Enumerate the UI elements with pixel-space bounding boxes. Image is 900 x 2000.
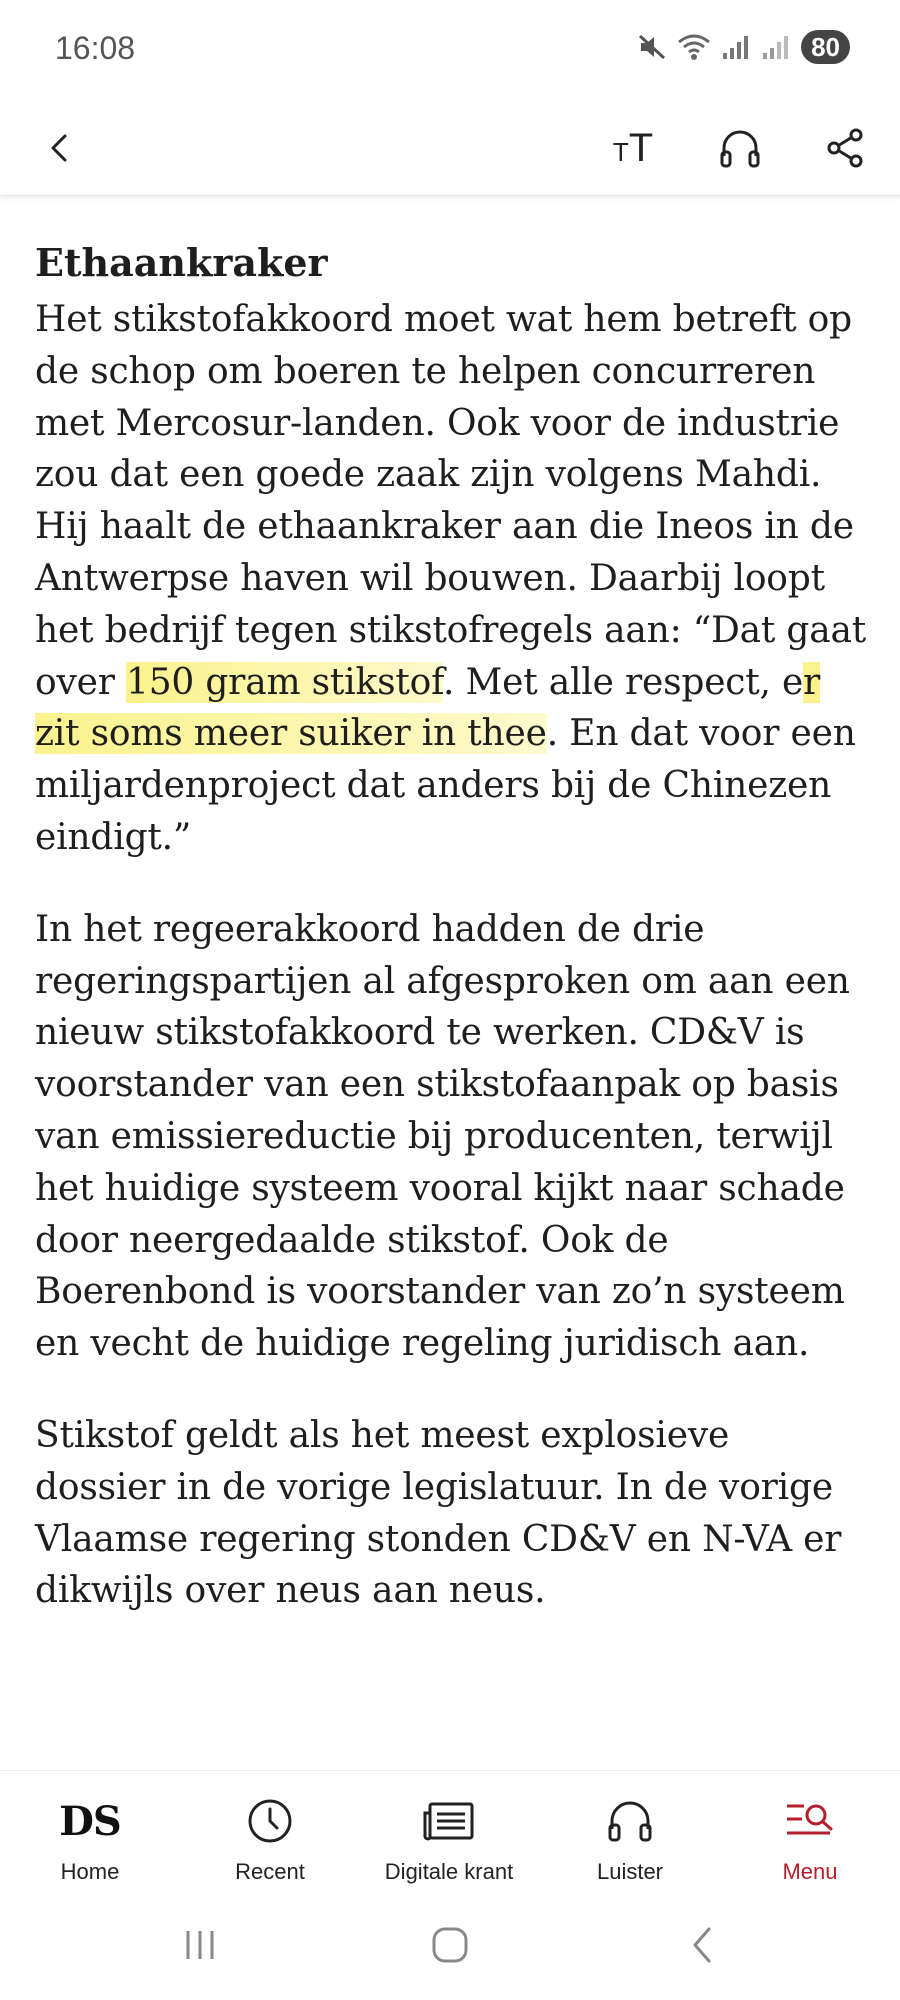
headphones-icon	[719, 128, 761, 168]
nav-label: Menu	[782, 1859, 838, 1884]
nav-digitale-krant[interactable]	[364, 1771, 534, 1896]
article-body	[35, 240, 870, 1657]
highlighted-text[interactable]: 150 gram stikstof	[125, 661, 443, 703]
recent-apps-button[interactable]	[170, 1920, 230, 1970]
status-icons	[637, 30, 850, 64]
nav-menu[interactable]	[725, 1771, 895, 1896]
highlighted-text[interactable]: r zit soms meer suiker in thee	[35, 661, 821, 755]
status-bar	[0, 0, 900, 100]
text-size-button[interactable]	[603, 118, 663, 178]
chevron-left-icon	[45, 130, 75, 166]
nav-label: Digitale krant	[384, 1859, 514, 1884]
wifi-icon	[677, 33, 711, 61]
recent-apps-icon	[182, 1927, 218, 1963]
signal-icon-2	[761, 33, 791, 61]
nav-label: Recent	[235, 1859, 305, 1884]
status-time: 16:08	[55, 30, 136, 66]
share-button[interactable]	[815, 118, 875, 178]
system-nav-bar	[0, 1895, 900, 2000]
nav-label: Home	[60, 1859, 120, 1884]
signal-icon	[721, 33, 751, 61]
nav-label: Luister	[596, 1859, 664, 1884]
article-paragraph: In het regeerakkoord hadden de drie regeringspartijen al afgesproken om aan een nieuw stikstofakkoord te werken. CD&V is voorstander van een stikstofaanpak op basis van emissiereductie bij producenten, terwijl het huidige systeem vooral kijkt naar schade door neergedaalde stikstof. Ook de Boerenbond is voorstander van zo’n systeem en vecht de huidige regeling juridisch aan.	[35, 908, 850, 1365]
nav-luister[interactable]	[545, 1771, 715, 1896]
share-icon	[825, 127, 865, 169]
system-back-button[interactable]	[672, 1920, 732, 1970]
home-icon	[430, 1925, 470, 1965]
back-icon	[687, 1925, 717, 1965]
headphones-icon	[607, 1799, 653, 1843]
ds-logo-text: DS	[59, 1797, 121, 1845]
home-button[interactable]	[420, 1920, 480, 1970]
paragraph-text: . Met alle respect, e	[442, 661, 804, 703]
newspaper-icon	[422, 1801, 476, 1841]
menu-search-icon	[784, 1801, 836, 1841]
battery-indicator: 80	[801, 30, 850, 64]
article-subhead: Ethaankraker	[35, 240, 328, 285]
listen-button[interactable]	[710, 118, 770, 178]
article-paragraph: Stikstof geldt als het meest explosieve dossier in de vorige legislatuur. In de vorige Vlaamse regering stonden CD&V en N-VA er dikwijls over neus aan neus.	[35, 1414, 842, 1612]
text-size-icon: TT	[612, 125, 654, 170]
back-button[interactable]	[30, 118, 90, 178]
article-paragraph	[35, 294, 870, 864]
nav-home[interactable]	[5, 1771, 175, 1896]
nav-recent[interactable]	[185, 1771, 355, 1896]
clock-icon	[246, 1797, 294, 1845]
bottom-nav	[0, 1770, 900, 1895]
paragraph-text: Het stikstofakkoord moet wat hem betreft op de schop om boeren te helpen concurreren met Mercosur-landen. Ook voor de industrie zou dat een goede zaak zijn volgens Mahdi. Hij haalt de ethaankraker aan die Ineos in de Antwerpse haven wil bouwen. Daarbij loopt het bedrijf tegen stikstofregels aan: “Dat gaat over	[35, 299, 867, 703]
article-toolbar	[0, 100, 900, 196]
paragraph-text: . En dat voor een miljardenproject dat anders bij de Chinezen eindigt.”	[35, 713, 856, 858]
mute-icon	[637, 32, 667, 62]
ds-logo	[59, 1793, 121, 1849]
